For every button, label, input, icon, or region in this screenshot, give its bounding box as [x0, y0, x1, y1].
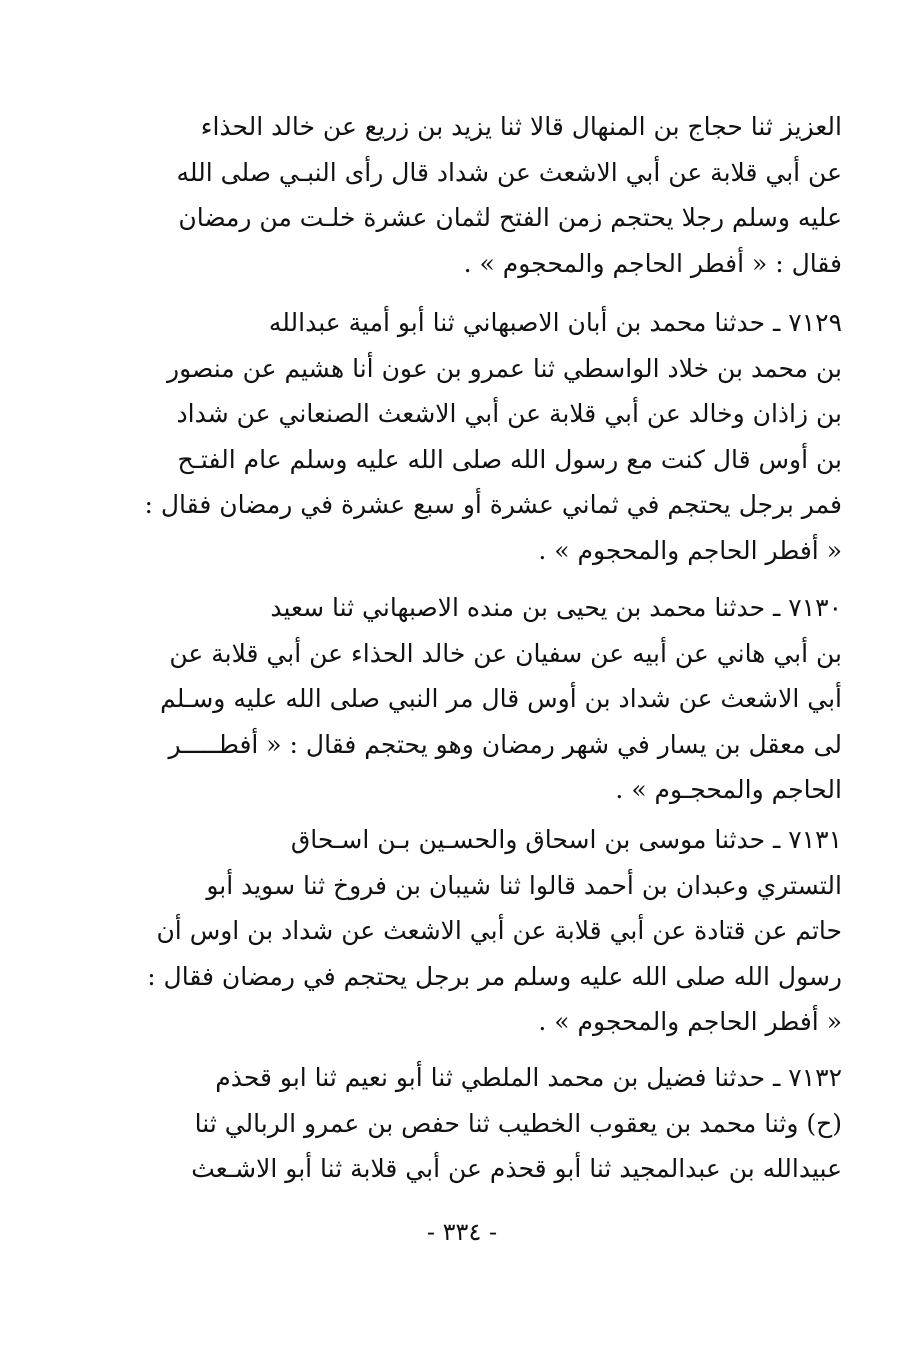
text-line: العزيز ثنا حجاج بن المنهال قالا ثنا يزيد بن زريع عن خالد الحذاء — [200, 112, 842, 141]
text-line: بن أوس قال كنت مع رسول الله صلى الله عليه وسلم عام الفتـح — [177, 444, 842, 474]
paragraph-hadith-7129 — [132, 300, 842, 573]
paragraph-continuation — [132, 104, 842, 286]
text-line: ٧١٣٠ ـ حدثنا محمد بن يحيى بن منده الاصبهاني ثنا سعيد — [270, 593, 842, 622]
page-number: - ٣٣٤ - — [426, 1218, 498, 1246]
text-line: عن أبي قلابة عن أبي الاشعث عن شداد قال رأى النبـي صلى الله — [176, 157, 842, 187]
text-line: ٧١٣١ ـ حدثنا موسى بن اسحاق والحسـين بـن اسـحاق — [290, 825, 842, 854]
text-line: (ح) وثنا محمد بن يعقوب الخطيب ثنا حفص بن عمرو الربالي ثنا — [194, 1108, 842, 1138]
text-line: لى معقل بن يسار في شهر رمضان وهو يحتجم فقال : « أفطـــــر — [168, 729, 842, 759]
text-line: أبي الاشعث عن شداد بن أوس قال مر النبي صلى الله عليه وسـلم — [160, 684, 842, 713]
text-line: بن محمد بن خلاد الواسطي ثنا عمرو بن عون أنا هشيم عن منصور — [167, 353, 842, 383]
paragraph-hadith-7130 — [132, 585, 842, 813]
text-line: رسول الله صلى الله عليه وسلم مر برجل يحتجم في رمضان فقال : — [147, 961, 842, 991]
text-line: بن أبي هاني عن أبيه عن سفيان عن خالد الحذاء عن أبي قلابة عن — [169, 638, 842, 668]
text-line: عبيدالله بن عبدالمجيد ثنا أبو قحذم عن أبي قلابة ثنا أبو الاشـعث — [191, 1154, 842, 1183]
text-line: حاتم عن قتادة عن أبي قلابة عن أبي الاشعث عن شداد بن اوس أن — [156, 916, 842, 945]
text-line: « أفطر الحاجم والمحجوم » . — [538, 535, 842, 565]
text-line: الحاجم والمحجـوم » . — [615, 775, 842, 804]
text-line: بن زاذان وخالد عن أبي قلابة عن أبي الاشعث الصنعاني عن شداد — [176, 399, 842, 428]
text-line: فقال : « أفطر الحاجم والمحجوم » . — [463, 248, 842, 278]
text-line: فمر برجل يحتجم في ثماني عشرة أو سبع عشرة في رمضان فقال : — [144, 490, 842, 519]
text-line: « أفطر الحاجم والمحجوم » . — [538, 1007, 842, 1036]
paragraph-hadith-7131 — [132, 817, 842, 1045]
paragraph-hadith-7132 — [132, 1055, 842, 1192]
text-line: ٧١٢٩ ـ حدثنا محمد بن أبان الاصبهاني ثنا أبو أمية عبدالله — [268, 308, 842, 337]
text-line: ٧١٣٢ ـ حدثنا فضيل بن محمد الملطي ثنا أبو نعيم ثنا ابو قحذم — [215, 1063, 842, 1092]
text-line: التستري وعبدان بن أحمد قالوا ثنا شيبان بن فروخ ثنا سويد أبو — [206, 870, 842, 900]
text-line: عليه وسلم رجلا يحتجم زمن الفتح لثمان عشرة خلـت من رمضان — [178, 203, 842, 232]
